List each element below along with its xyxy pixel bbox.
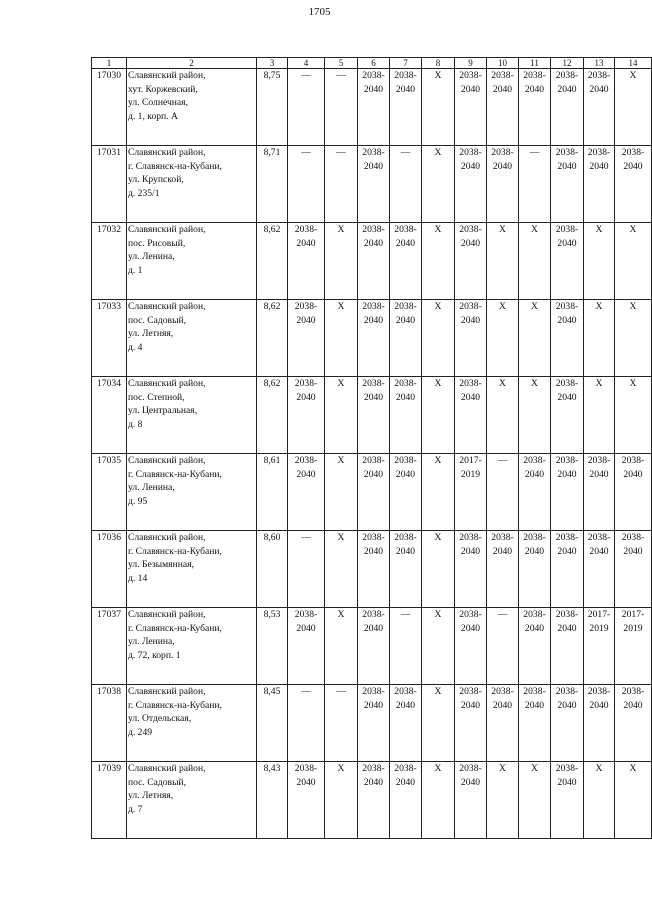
period-cell: 2038- 2040 [390,300,422,377]
period-cell: 2017- 2019 [615,608,652,685]
period-cell: 2038- 2040 [390,531,422,608]
address-line: Славянский район, [128,147,206,158]
period-cell: Х [325,608,358,685]
period-cell: 2038- 2040 [615,685,652,762]
address-line: ул. Безымянная, [128,559,194,570]
period-cell: 2038- 2040 [358,608,390,685]
period-cell: 2038- 2040 [455,608,487,685]
period-cell: 2038- 2040 [551,377,584,454]
address-line: г. Славянск-на-Кубани, [128,160,222,172]
period-cell: 2038- 2040 [551,223,584,300]
period-cell: 2038- 2040 [584,454,615,531]
area-value: 8,61 [257,454,288,531]
address-line: д. 14 [128,572,148,584]
period-cell: — [325,685,358,762]
period-cell: — [487,608,519,685]
address-line: ул. Центральная, [128,405,198,416]
address-line: пос. Садовый, [128,776,187,788]
period-cell: 2038- 2040 [551,762,584,839]
address-cell [127,223,257,300]
address-cell [127,300,257,377]
column-header: 8 [422,58,455,69]
address-line: д. 4 [128,341,143,353]
address-cell [127,69,257,146]
period-cell: 2038- 2040 [519,608,551,685]
period-cell: 2038- 2040 [390,685,422,762]
page-number: 1705 [308,6,331,18]
address-line: Славянский район, [128,224,206,235]
address-line: г. Славянск-на-Кубани, [128,622,222,634]
period-cell: 2038- 2040 [358,685,390,762]
period-cell: 2038- 2040 [390,377,422,454]
area-value: 8,62 [257,300,288,377]
period-cell: 2038- 2040 [455,685,487,762]
period-cell: 2038- 2040 [519,685,551,762]
record-number: 17036 [92,531,127,608]
record-number: 17037 [92,608,127,685]
address-cell [127,454,257,531]
area-value: 8,62 [257,223,288,300]
address-line: ул. Ленина, [128,482,175,493]
period-cell: Х [422,377,455,454]
period-cell: — [288,69,325,146]
period-cell: 2038- 2040 [390,762,422,839]
address-cell [127,608,257,685]
column-header: 12 [551,58,584,69]
address-cell [127,531,257,608]
period-cell: Х [584,762,615,839]
period-cell: Х [519,377,551,454]
address-line: ул. Летняя, [128,790,174,801]
address-line: Славянский район, [128,301,206,312]
column-header: 7 [390,58,422,69]
record-number: 17031 [92,146,127,223]
period-cell: 2038- 2040 [455,300,487,377]
record-number: 17035 [92,454,127,531]
period-cell: 2017- 2019 [455,454,487,531]
period-cell: 2038- 2040 [390,454,422,531]
period-cell: — [288,146,325,223]
address-line: пос. Степной, [128,391,185,403]
period-cell: Х [615,69,652,146]
header-row [92,58,652,69]
period-cell: 2038- 2040 [288,608,325,685]
period-cell: 2038- 2040 [519,454,551,531]
record-number: 17032 [92,223,127,300]
period-cell: 2038- 2040 [288,300,325,377]
table-row [92,762,652,839]
record-number: 17039 [92,762,127,839]
period-cell: Х [487,223,519,300]
period-cell: Х [422,146,455,223]
area-value: 8,71 [257,146,288,223]
table-row [92,454,652,531]
period-cell: — [325,146,358,223]
address-cell [127,762,257,839]
column-header: 3 [257,58,288,69]
period-cell: 2038- 2040 [455,146,487,223]
area-value: 8,60 [257,531,288,608]
address-line: д. 235/1 [128,187,160,199]
period-cell: Х [422,685,455,762]
period-cell: 2038- 2040 [455,223,487,300]
period-cell: 2038- 2040 [288,223,325,300]
address-line: Славянский район, [128,532,206,543]
period-cell: 2038- 2040 [455,377,487,454]
table-row [92,146,652,223]
address-line: ул. Ленина, [128,251,175,262]
period-cell: 2038- 2040 [288,454,325,531]
period-cell: — [390,146,422,223]
period-cell: 2038- 2040 [551,300,584,377]
column-header: 6 [358,58,390,69]
address-line: Славянский район, [128,686,206,697]
address-line: ул. Крупской, [128,174,184,185]
period-cell: 2038- 2040 [358,146,390,223]
area-value: 8,53 [257,608,288,685]
period-cell: 2038- 2040 [487,146,519,223]
period-cell: Х [519,223,551,300]
period-cell: Х [422,223,455,300]
period-cell: 2038- 2040 [519,69,551,146]
period-cell: 2038- 2040 [519,531,551,608]
address-line: д. 95 [128,495,148,507]
column-header: 11 [519,58,551,69]
period-cell: Х [422,300,455,377]
address-cell [127,146,257,223]
address-line: г. Славянск-на-Кубани, [128,699,222,711]
address-line: г. Славянск-на-Кубани, [128,468,222,480]
period-cell: 2038- 2040 [487,685,519,762]
address-line: г. Славянск-на-Кубани, [128,545,222,557]
period-cell: Х [584,377,615,454]
period-cell: 2038- 2040 [551,146,584,223]
period-cell: 2038- 2040 [358,300,390,377]
table-row [92,223,652,300]
record-number: 17033 [92,300,127,377]
period-cell: Х [422,531,455,608]
period-cell: 2038- 2040 [551,454,584,531]
period-cell: Х [615,223,652,300]
area-value: 8,75 [257,69,288,146]
address-line: пос. Садовый, [128,314,187,326]
period-cell: Х [325,377,358,454]
period-cell: Х [487,762,519,839]
period-cell: Х [615,300,652,377]
address-line: Славянский район, [128,455,206,466]
period-cell: 2038- 2040 [358,762,390,839]
period-cell: Х [487,377,519,454]
column-header: 5 [325,58,358,69]
address-line: Славянский район, [128,609,206,620]
column-header: 9 [455,58,487,69]
period-cell: — [487,454,519,531]
address-line: пос. Рисовый, [128,237,186,249]
period-cell: Х [487,300,519,377]
period-cell: — [288,685,325,762]
period-cell: 2038- 2040 [615,454,652,531]
period-cell: 2038- 2040 [288,762,325,839]
period-cell: Х [422,762,455,839]
period-cell: Х [422,454,455,531]
period-cell: Х [325,300,358,377]
address-line: д. 8 [128,418,143,430]
period-cell: 2038- 2040 [390,223,422,300]
period-cell: 2038- 2040 [615,531,652,608]
address-line: Славянский район, [128,378,206,389]
period-cell: Х [325,762,358,839]
period-cell: 2038- 2040 [584,69,615,146]
table-row [92,608,652,685]
address-line: ул. Летняя, [128,328,174,339]
area-value: 8,62 [257,377,288,454]
column-header: 4 [288,58,325,69]
period-cell: 2038- 2040 [455,531,487,608]
column-header: 1 [92,58,127,69]
address-line: д. 7 [128,803,143,815]
period-cell: 2038- 2040 [551,608,584,685]
table-row [92,531,652,608]
period-cell: Х [325,454,358,531]
period-cell: Х [519,300,551,377]
period-cell: 2038- 2040 [551,531,584,608]
period-cell: 2038- 2040 [584,531,615,608]
period-cell: 2038- 2040 [455,69,487,146]
period-cell: 2038- 2040 [358,223,390,300]
address-cell [127,685,257,762]
table-row [92,300,652,377]
address-line: Славянский район, [128,763,206,774]
address-line: д. 1, корп. А [128,110,178,122]
register-table [91,57,652,839]
period-cell: Х [422,608,455,685]
address-line: Славянский район, [128,70,206,81]
address-line: д. 72, корп. 1 [128,649,181,661]
address-line: хут. Коржевский, [128,83,198,95]
period-cell: 2038- 2040 [584,146,615,223]
period-cell: 2038- 2040 [487,531,519,608]
period-cell: 2038- 2040 [358,454,390,531]
table-row [92,377,652,454]
table-body [92,69,652,839]
area-value: 8,43 [257,762,288,839]
record-number: 17034 [92,377,127,454]
period-cell: 2038- 2040 [584,685,615,762]
period-cell: Х [519,762,551,839]
period-cell: Х [325,531,358,608]
column-header: 10 [487,58,519,69]
period-cell: 2017- 2019 [584,608,615,685]
address-line: ул. Отдельская, [128,713,192,724]
period-cell: — [390,608,422,685]
column-header: 14 [615,58,652,69]
period-cell: — [519,146,551,223]
period-cell: 2038- 2040 [358,531,390,608]
period-cell: 2038- 2040 [390,69,422,146]
period-cell: 2038- 2040 [455,762,487,839]
period-cell: Х [615,377,652,454]
period-cell: — [288,531,325,608]
period-cell: — [325,69,358,146]
table-row [92,685,652,762]
period-cell: 2038- 2040 [551,69,584,146]
period-cell: Х [615,762,652,839]
period-cell: Х [584,300,615,377]
address-cell [127,377,257,454]
period-cell: 2038- 2040 [358,69,390,146]
record-number: 17038 [92,685,127,762]
period-cell: 2038- 2040 [358,377,390,454]
period-cell: 2038- 2040 [487,69,519,146]
address-line: ул. Солнечная, [128,97,188,108]
address-line: ул. Ленина, [128,636,175,647]
column-header: 2 [127,58,257,69]
column-header: 13 [584,58,615,69]
address-line: д. 1 [128,264,143,276]
period-cell: 2038- 2040 [551,685,584,762]
period-cell: 2038- 2040 [615,146,652,223]
record-number: 17030 [92,69,127,146]
period-cell: Х [584,223,615,300]
period-cell: Х [325,223,358,300]
period-cell: 2038- 2040 [288,377,325,454]
area-value: 8,45 [257,685,288,762]
address-line: д. 249 [128,726,153,738]
table-row [92,69,652,146]
period-cell: Х [422,69,455,146]
